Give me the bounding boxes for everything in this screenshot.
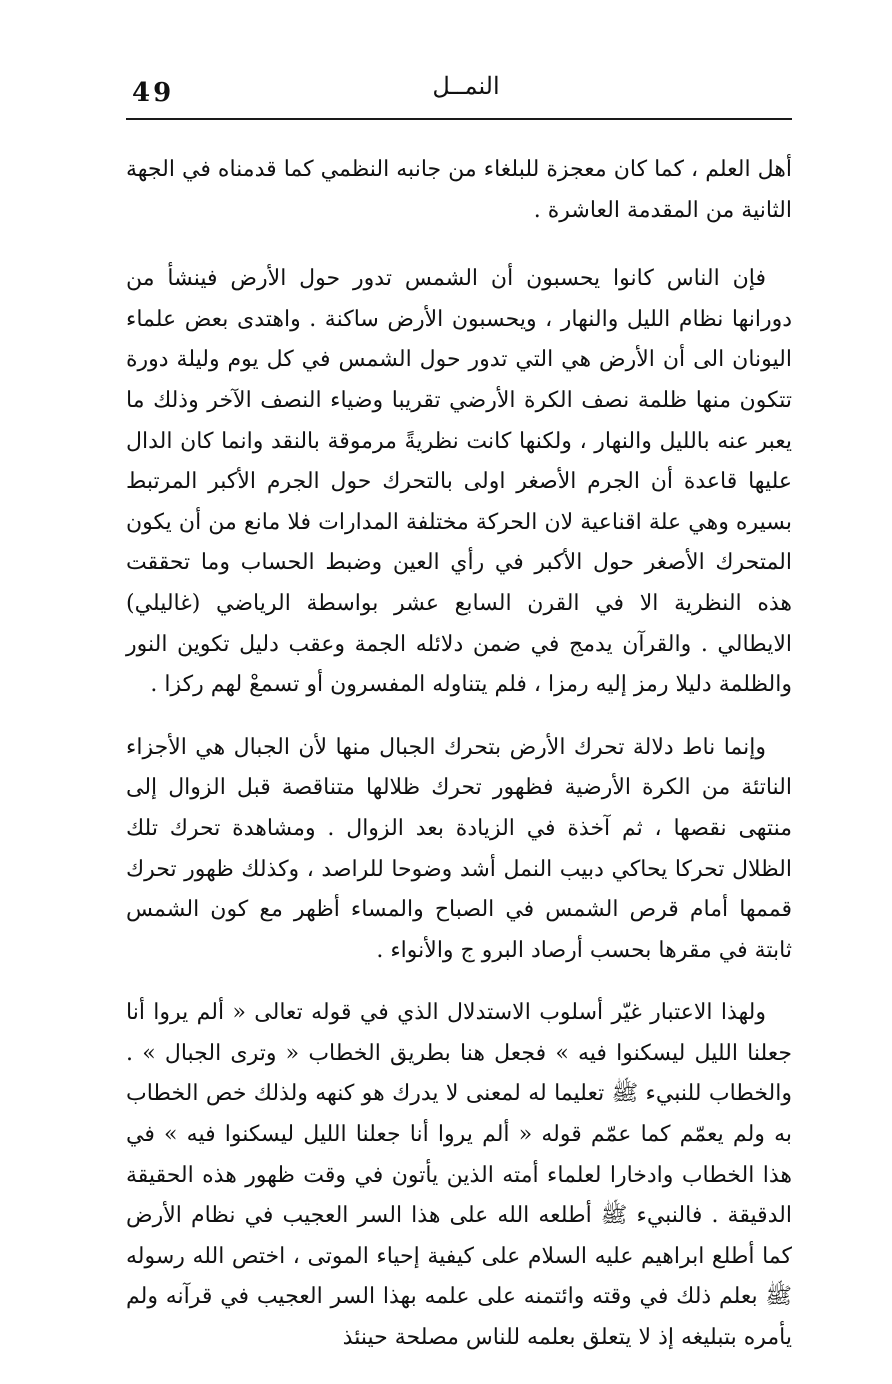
running-head: النمــل [432, 72, 500, 100]
page-number: 49 [132, 78, 175, 108]
paragraph-1: أهل العلم ، كما كان معجزة للبلغاء من جانبه النظمي كما قدمناه في الجهة الثانية من المقدمة العاشرة . [126, 157, 792, 223]
paragraph-4: ولهذا الاعتبار غيّر أسلوب الاستدلال الذي في قوله تعالى « ألم يروا أنا جعلنا الليل ليسكنوا فيه » فجعل هنا بطريق الخطاب « وترى الجبال » . والخطاب للنبيء ﷺ تعليما له لمعنى لا يدرك هو كنهه ولذلك خص الخطاب به ولم يعمّم كما عمّم قوله « ألم يروا أنا جعلنا الليل ليسكنوا فيه » في هذا الخطاب وادخارا لعلماء أمته الذين يأتون في وقت ظهور هذه الحقيقة الدقيقة . فالنبيء ﷺ أطلعه الله على هذا السر العجيب في نظام الأرض كما أطلع ابراهيم عليه السلام على كيفية إحياء الموتى ، اختص الله رسوله ﷺ بعلم ذلك في وقته وائتمنه على علمه بهذا السر العجيب في قرآنه ولم يأمره بتبليغه إذ لا يتعلق بعلمه للناس مصلحة حينئذ [126, 1000, 792, 1351]
body-text [126, 150, 792, 1359]
header-rule [126, 118, 792, 120]
paragraph-3: وإنما ناط دلالة تحرك الأرض بتحرك الجبال منها لأن الجبال هي الأجزاء الناتئة من الكرة الأرضية فظهور تحرك ظلالها متناقصة قبل الزوال إلى منتهى نقصها ، ثم آخذة في الزيادة بعد الزوال . ومشاهدة تحرك تلك الظلال تحركا يحاكي دبيب النمل أشد وضوحا للراصد ، وكذلك ظهور تحرك قممها أمام قرص الشمس في الصباح والمساء أظهر مع كون الشمس ثابتة في مقرها بحسب أرصاد البرو ج والأنواء . [126, 734, 792, 963]
paragraph-2: فإن الناس كانوا يحسبون أن الشمس تدور حول الأرض فينشأ من دورانها نظام الليل والنهار ، ويحسبون الأرض ساكنة . واهتدى بعض علماء اليونان الى أن الأرض هي التي تدور حول الشمس في كل يوم وليلة دورة تتكون منها ظلمة نصف الكرة الأرضي تقريبا وضياء النصف الآخر وذلك ما يعبر عنه بالليل والنهار ، ولكنها كانت نظريةً مرموقة بالنقد وانما كان الدال عليها قاعدة أن الجرم الأصغر اولى بالتحرك حول الجرم الأكبر المرتبط بسيره وهي علة اقناعية لان الحركة مختلفة المدارات فلا مانع من أن يكون المتحرك الأصغر حول الأكبر في رأي العين وضبط الحساب وما تحققت هذه النظرية الا في القرن السابع عشر بواسطة الرياضي (غاليلي) الايطالي . والقرآن يدمج في ضمن دلائله الجمة وعقب دليل تكوين النور والظلمة دليلا رمز إليه رمزا ، فلم يتناوله المفسرون أو تسمعْ لهم ركزا . [126, 266, 792, 698]
page-header [126, 64, 792, 120]
